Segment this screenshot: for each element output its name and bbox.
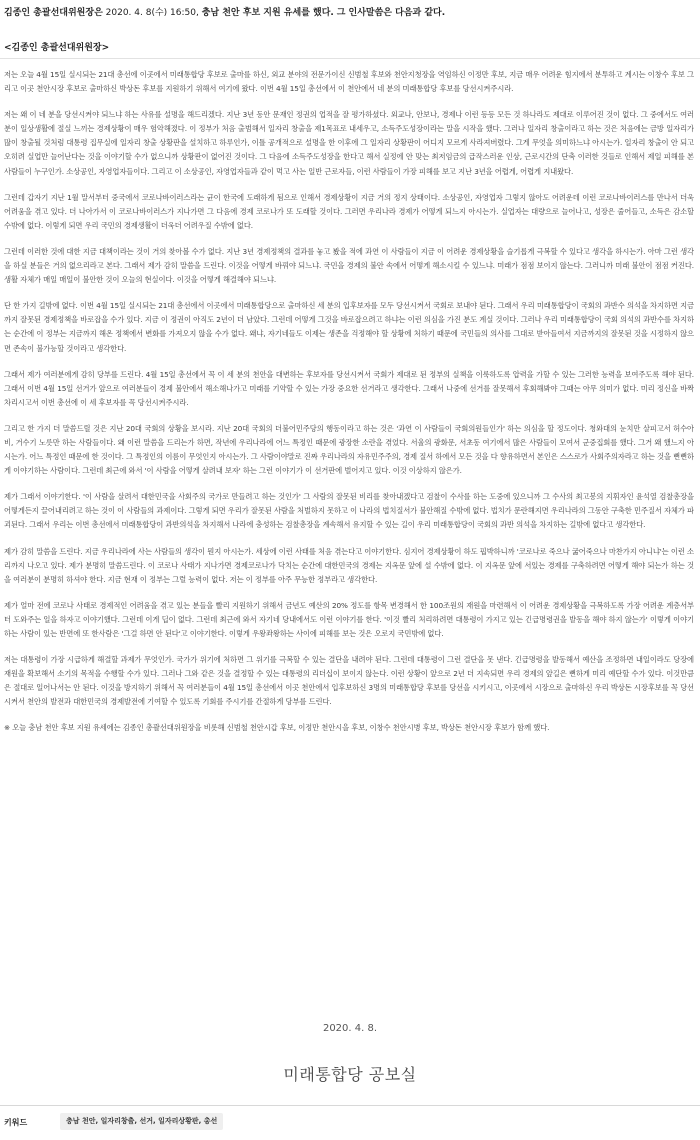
paragraph: 제가 감히 말씀을 드린다. 지금 우리나라에 사는 사람들의 생각이 뭔지 아시는가. 세상에 이런 사태를 처음 겪는다고 이야기한다. 심지어 경제상황이 하도 핍박하니까 '코로나로 죽으나 굶어죽으나 마찬가지 아니냐'는 이런 소리까지 나오고 있다. 제가 분명히 말씀드린다. 이 코로나 사태가 지나가면 경제코로나가 닥치는 순간에 대한민국의 경제는 지옥문 앞에 설 수밖에 없다. 이 지옥문 앞에 서있는 경제를 구축하려면 어떻게 해야 되는가 하는 것을 여러분이 분명히 하셔야 한다. 지금 현재 이 정부는 그럴 능력이 없다. 저는 이 정부를 아주 무능한 정부라고 생각한다. (4, 546, 694, 584)
section-title: <김종인 총괄선대위원장> (4, 43, 110, 53)
paragraph: 단 한 가지 길밖에 없다. 이번 4월 15일 실시되는 21대 총선에서 이곳에서 미래통합당으로 출마하신 세 분의 입후보자를 모두 당선시켜서 국회로 보내야 된다. 그래서 우리 미래통합당이 국회의 과반수 의석을 차지하면 지금까지 잘못된 경제정책을 바로잡을 수가 있다. 지금 이 정권이 아직도 2년이 더 남았다. 그런데 어떻게 그것을 바로잡으려고 하냐는 이런 의심을 가진 분도 계실 것이다. 그러나 우리 미래통합당이 국회 의석의 과반수를 차지하는 순간에 이 정부는 지금까지 해온 정책에서 변화를 가져오지 않을 수가 없다. 왜냐, 자기네들도 이제는 생존을 걱정해야 할 상황에 처하기 때문에 국민들의 의사를 그대로 받아들여서 지금까지의 잘못된 것을 시정하지 않으면 존속이 불가능할 것이라고 생각한다. (4, 301, 694, 353)
keyword-label: 키워드 (4, 1118, 28, 1127)
paragraph: 제가 그래서 이야기한다. '이 사람을 살려서 대한민국을 사회주의 국가로 만들려고 하는 것인가' 그 사람의 잘못된 비리를 찾아내겠다고 검찰이 수사를 하는 도중에 있으니까 그 수사의 최고봉의 지휘자인 윤석열 검찰총장을 어떻게든지 끌어내리려고 하는 것이 이 사람들의 과제이다. 그렇게 되면 우리가 잘못된 사람을 처벌하지 못하고 이 나라의 법치질서가 불안해질 수밖에 없다. 법치가 문란해지면 우리나라의 그동안 구축한 민주질서 자체가 파괴된다. 그래서 우리는 이번 총선에서 미래통합당이 과반의석을 차지해서 나라에 충성하는 검찰총장을 계속해서 유지할 수 있는 길이 우리 미래통합당이 국회의 과반 의석을 차지하는 길밖에 없다고 생각한다. (4, 492, 694, 530)
paragraph: 그리고 한 가지 더 말씀드릴 것은 지난 20대 국회의 상황을 보시라. 지난 20대 국회의 더불어민주당의 행동이라고 하는 것은 '과연 이 사람들이 국회의원들인가' 하는 의심을 할 정도이다. 청와대의 눈치만 살피고서 허수아비, 거수기 노릇만 하는 사람들이다. 왜 이런 말씀을 드리는가 하면, 작년에 우리나라에 어느 특정인 때문에 광장한 소란을 겪었다. 서울의 광화문, 서초동 여기에서 많은 사람들이 모여서 군중집회를 했다. 그거 왜 했느지 아시는가. 어느 특정인 때문에 한 것이다. 그 특정인의 이름이 무엇인지 아시는가. 그 사람이야말로 진짜 우리나라의 자유민주주의, 경제 질서 하에서 모든 것을 다 향유하면서 본인은 스스로가 사회주의자라고 하는 것을 뻔뻔하게 이야기하는 사람이다. 그런데 최근에 와서 '이 사람을 어떻게 살려내 보자' 하는 그런 이야기가 이 선거판에 벌어지고 있다. 이것 이상하지 않은가. (4, 423, 694, 476)
paragraph: 저는 대통령이 가장 시급하게 해결할 과제가 무엇인가. 국가가 위기에 처하면 그 위기를 극복할 수 있는 결단을 내려야 된다. 그런데 대통령이 그런 결단을 못 낸다. 긴급명령을 발동해서 예산을 조정하면 내일이라도 당장에 재원을 확보해서 소기의 목적을 수행할 수가 있다. 그러나 그와 같은 것을 결정할 수 있는 대통령의 리더십이 보이지 않는다. 이런 상황이 앞으로 2년 더 지속되면 우리 경제의 앞길은 뻔하게 미리 예단할 수가 있다. 이것만큼은 절대로 일어나서는 안 된다. 이것을 방지하기 위해서 꼭 여러분들이 4월 15일 총선에서 이곳 천안에서 입후보하신 3명의 미래통합당 후보를 당선을 시키시고, 이곳에서 시장으로 출마하신 우리 박상돈 시장후보를 꼭 당선시켜서 천안의 발전과 대한민국의 경제발전에 기여할 수 있도록 기회를 주시기를 간절하게 당부를 드린다. (4, 655, 694, 707)
paragraph: 저는 왜 이 네 분을 당선시켜야 되느냐 하는 사유를 설명을 해드리겠다. 지난 3년 동안 문재인 정권의 업적을 잘 평가하셨다. 외교나, 안보나, 경제나 이런 등등 모든 것 하나라도 제대로 이루어진 것이 없다. 그 중에서도 여러분이 일상생활에 절실 느끼는 경제상황이 매우 험악해졌다. 이 정부가 처음 출범해서 일자리 창출을 제1목표로 내세우고, 소득주도성장이라는 말을 시작을 했다. 그러나 일자리 창출이라고 하는 것은 처음에는 금방 일자리가 많이 창출될 것처럼 대통령 집무실에 일자리 창출 상황판을 설치하고 하루인가, 이틀 공개적으로 설명을 한 이후에 그 일자리 상황판이 어디지 모르게 사라져버렸다. 그게 무엇을 의미하느냐 아시는가. 일자리 창출이 안 되고 오히려 실업만 늘어난다는 것을 이야기할 수가 없으니까 상황판이 없어진 것이다. 그 다음에 소득주도성장을 한다고 해서 실정에 안 맞는 최저임금의 급작스러운 인상, 근로시간의 단축 이러한 것들로 인해서 제일 피해를 본 사람들이 누구인가. 소상공인, 자영업자들이다. 그리고 이 소상공인, 자영업자들과 같이 먹고 사는 일반 근로자들, 이런 사람들이 가장 피해를 보고 지난 3년을 어렵게, 어렵게 지내왔다. (4, 110, 694, 176)
speech-body (4, 68, 694, 748)
paragraph: 제가 얼마 전에 코로나 사태로 경제적인 어려움을 겪고 있는 분들을 빨리 지원하기 위해서 금년도 예산의 20% 정도를 항목 변경해서 한 100조원의 재원을 마련해서 이 어려운 경제상황을 극복하도록 가장 어려운 계층서부터 도와주는 일을 하자고 이야기했다. 그런데 이게 딥이 없다. 그런데 최근에 와서 자기네 당내에서도 이런 이야기를 한다. '이것 빨리 처리하려면 대통령이 가지고 있는 긴급명령권을 발동을 해야 하지 않는가' 이렇게 이야기하는 사람이 있는 반면에 또 한사람은 '그걸 하면 안 된다'고 이야기한다. 이렇게 우왕좌왕하는 사이에 피해를 보는 것은 오로지 국민밖에 없다. (4, 600, 694, 638)
header-tail: 그 인사말씀은 다음과 같다. (336, 8, 446, 18)
header-datetime: 2020. 4. 8(수) 16:50, (105, 8, 199, 18)
header-speaker: 김종인 총괄선대위원장은 (4, 8, 103, 18)
divider (0, 58, 700, 59)
release-date: 2020. 4. 8. (322, 1023, 378, 1034)
keyword-tag[interactable]: 충남 천안, 일자리창출, 선거, 일자리상황판, 총선 (60, 1113, 223, 1130)
keyword-divider (0, 1105, 700, 1106)
press-office: 미래통합당 공보실 (283, 1065, 417, 1084)
header-event: 충남 천안 후보 지원 유세를 했다. (201, 8, 334, 18)
header-line (4, 6, 694, 20)
paragraph-note: ※ 오늘 충남 천안 후보 지원 유세에는 김종인 총괄선대위원장을 비롯해 신범철 천안시갑 후보, 이정만 천안시을 후보, 이창수 천안시병 후보, 박상돈 천안시장 후보가 함께 했다. (4, 723, 550, 733)
paragraph: 저는 오늘 4월 15일 실시되는 21대 총선에 이곳에서 미래통합당 후보로 출마를 하신, 외교 분야의 전문가이신 신범철 후보와 천안지청장을 역임하신 이정만 후보, 지금 매우 어려운 힘지에서 분투하고 계시는 이창수 후보 그리고 이곳 천안시장 후보로 출마하신 박상돈 후보를 지원하기 위해서 여기에 왔다. 이번 4월 15일 총선에서 이 천안에서 네 분의 미래통합당 후보를 당선시켜주시라. (4, 70, 694, 94)
paragraph: 그런데 이러한 것에 대한 지금 대책이라는 것이 거의 찾아볼 수가 없다. 지난 3년 경제정책의 결과를 놓고 봤을 적에 과연 이 사람들이 지금 이 어려운 경제상황을 슬기롭게 극복할 수 있다고 생각을 하시는가. 아마 그런 생각을 하실 분들은 거의 없으리라고 본다. 그래서 제가 감히 말씀을 드린다. 이것을 어떻게 바꿔야 되느냐. 국민을 경제의 불안 속에서 어떻게 해소시킬 수 있느냐. 미래가 점점 보이지 않는다. 그러니까 미래 불안이 점점 커진다. 생활 자체가 매일 매일이 불안한 것이 오늘의 현실이다. 이것을 어떻게 해결해야 되느냐. (4, 246, 694, 285)
paragraph: 그래서 제가 여러분에게 감히 당부를 드린다. 4월 15일 총선에서 꼭 이 세 분의 천안을 대변하는 후보자를 당선시켜서 국회가 제대로 된 정부의 실책을 이룩하도록 압력을 가할 수 있는 그러한 능력을 보여주도록 해야 된다. 그래서 이번 4월 15일 선거가 앞으로 여러분들이 경제 불안에서 해소해나가고 미래를 기약할 수 있는 가장 중요한 선거라고 생각한다. 그래서 나중에 선거를 잘못해서 후회해봐야 그때는 아무 의미가 없다. 미리 정신을 바짝 차리시고서 이번 총선에 이 세 후보자를 꼭 당선시켜주시라. (4, 369, 694, 407)
paragraph: 그런데 갑자기 지난 1월 말서부터 중국에서 코로나바이러스라는 균이 한국에 도래하게 됨으로 인해서 경제상황이 지금 거의 정지 상태이다. 소상공인, 자영업자 그렇지 않아도 어려운데 이런 코로나바이러스를 만나서 더욱 어려움을 겪고 있다. 더 나아가서 이 코로나바이러스가 지나가면 그 다음에 경제 코로나가 또 도래할 것이다. 그러면 우리나라 경제가 어떻게 되느지 아시는가. 실업자는 대량으로 늘어나고, 성장은 줄어들고, 소득은 감소할 수밖에 없다. 이렇게 되면 우리 국민의 경제생활이 더욱더 어려우질 수밖에 없다. (4, 192, 694, 230)
